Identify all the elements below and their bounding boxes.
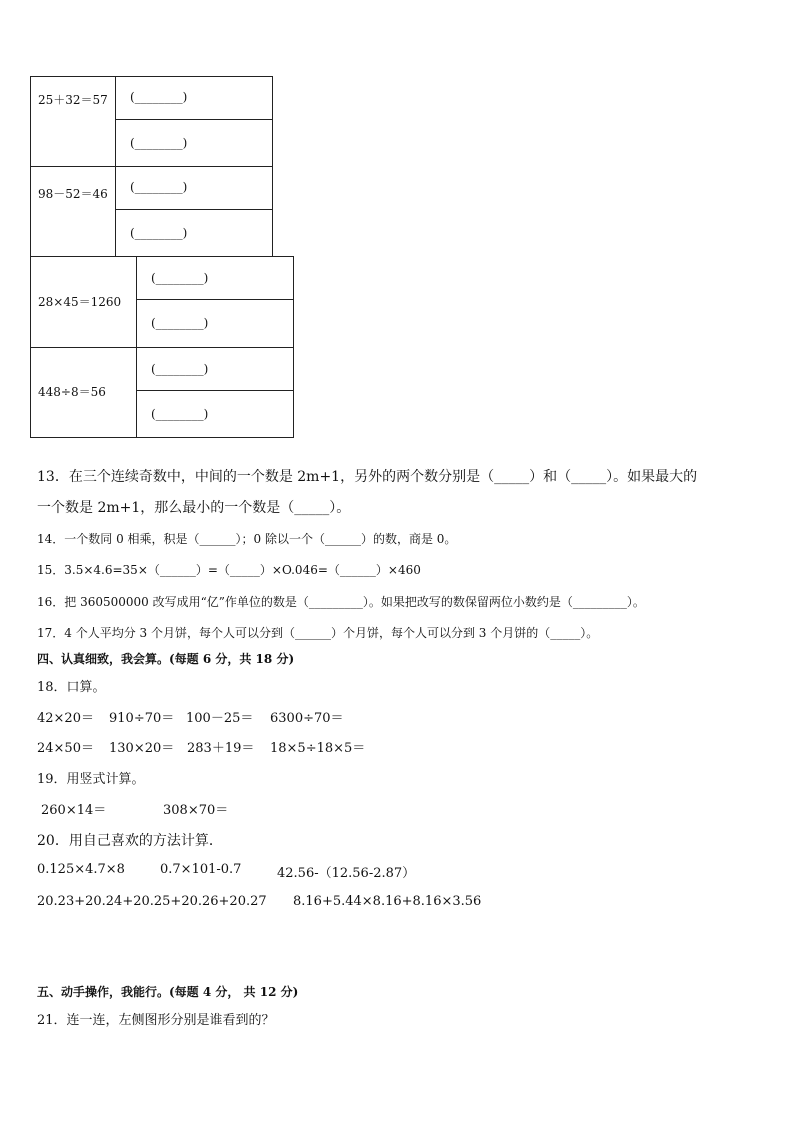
question-14: 14．一个数同 0 相乘，积是（______）；0 除以一个（______）的数，商是 0。 <box>37 532 457 546</box>
section-4-heading: 四、认真细致，我会算。(每题 6 分，共 18 分) <box>37 652 295 666</box>
answer-blank[interactable]: (________) <box>151 271 209 285</box>
oral-calc-item: 18×5÷18×5＝ <box>270 741 366 756</box>
answer-blank[interactable]: (________) <box>151 362 209 376</box>
calc-item: 0.7×101-0.7 <box>160 862 242 877</box>
equation-text: 25＋32＝57 <box>38 93 108 107</box>
question-13-line-2: 一个数是 2m+1，那么最小的一个数是（_____）。 <box>37 500 351 516</box>
oral-calc-item: 910÷70＝ <box>109 711 175 726</box>
table-answer-cell <box>115 119 273 167</box>
table-answer-cell <box>136 390 294 438</box>
equation-text: 98－52＝46 <box>38 187 108 201</box>
vertical-calc-item: 260×14＝ <box>41 803 107 818</box>
answer-blank[interactable]: (________) <box>130 180 188 194</box>
table-answer-cell <box>115 76 273 120</box>
calc-item: 0.125×4.7×8 <box>37 862 125 877</box>
calc-item: 8.16+5.44×8.16+8.16×3.56 <box>293 894 482 909</box>
equation-text: 28×45＝1260 <box>38 295 122 309</box>
table-equation-cell <box>30 347 137 438</box>
oral-calc-item: 130×20＝ <box>109 741 175 756</box>
question-17: 17．4 个人平均分 3 个月饼，每个人可以分到（______）个月饼，每个人可以分到 3 个月饼的（_____）。 <box>37 626 599 640</box>
answer-blank[interactable]: (________) <box>130 226 188 240</box>
question-18: 18．口算。 <box>37 680 106 695</box>
answer-blank[interactable]: (________) <box>130 90 188 104</box>
table-answer-cell <box>136 347 294 391</box>
oral-calc-item: 6300÷70＝ <box>270 711 344 726</box>
table-equation-cell <box>30 76 116 167</box>
question-21: 21．连一连，左侧图形分别是谁看到的？ <box>37 1013 275 1028</box>
table-equation-cell <box>30 166 116 257</box>
calc-item: 42.56-（12.56-2.87） <box>277 866 416 881</box>
question-13-line-1: 13．在三个连续奇数中，中间的一个数是 2m+1，另外的两个数分别是（_____）和（_____）。如果最大的 <box>37 469 698 485</box>
equation-text: 448÷8＝56 <box>38 385 106 399</box>
question-16: 16．把 360500000 改写成用“亿”作单位的数是（_________）。如果把改写的数保留两位小数约是（_________）。 <box>37 595 645 609</box>
vertical-calc-item: 308×70＝ <box>163 803 229 818</box>
oral-calc-item: 283＋19＝ <box>187 741 255 756</box>
table-answer-cell <box>115 209 273 257</box>
table-answer-cell <box>115 166 273 210</box>
oral-calc-item: 24×50＝ <box>37 741 94 756</box>
oral-calc-item: 100－25＝ <box>186 711 254 726</box>
answer-blank[interactable]: (________) <box>151 407 209 421</box>
answer-blank[interactable]: (________) <box>151 316 209 330</box>
question-19: 19．用竖式计算。 <box>37 772 145 787</box>
question-15: 15．3.5×4.6=35×（______）=（_____）×O.046=（______）×460 <box>37 563 421 577</box>
table-equation-cell <box>30 256 137 348</box>
table-answer-cell <box>136 299 294 348</box>
question-20: 20．用自己喜欢的方法计算． <box>37 833 223 849</box>
section-5-heading: 五、动手操作，我能行。(每题 4 分， 共 12 分) <box>37 985 299 999</box>
calc-item: 20.23+20.24+20.25+20.26+20.27 <box>37 894 267 909</box>
oral-calc-item: 42×20＝ <box>37 711 94 726</box>
table-answer-cell <box>136 256 294 300</box>
answer-blank[interactable]: (________) <box>130 136 188 150</box>
